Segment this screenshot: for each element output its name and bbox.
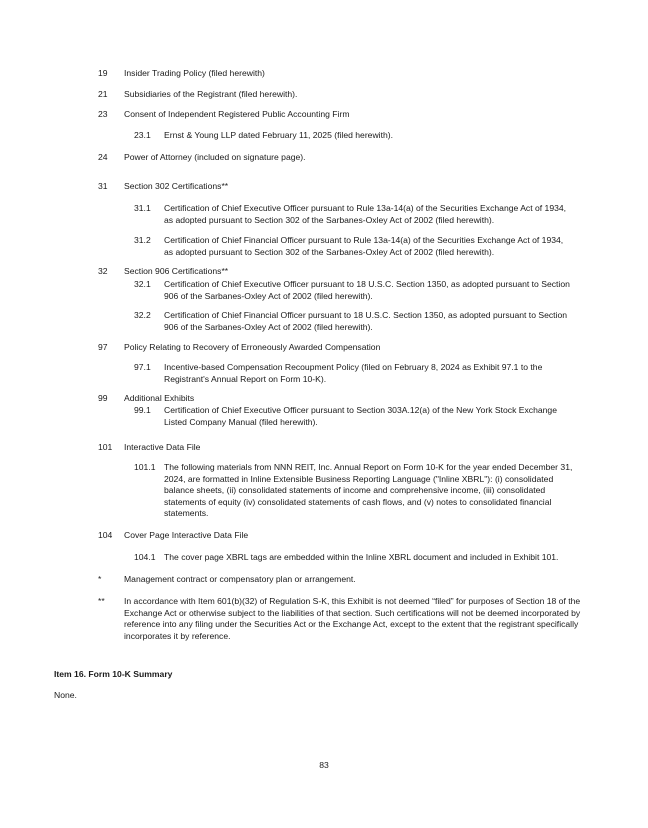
exhibit-description: Policy Relating to Recovery of Erroneously Awarded Compensation [124,342,381,352]
page-number: 83 [319,760,329,770]
exhibit-number: 31 [98,181,108,191]
exhibit-number: 97 [98,342,108,352]
exhibit-description: Power of Attorney (included on signature page). [124,152,306,162]
sub-exhibit-number: 99.1 [134,405,151,415]
sub-exhibit-description: Incentive-based Compensation Recoupment Policy (filed on February 8, 2024 as Exhibit 97.1 to the Registrant's Annual Report on Form 10-K). [164,362,543,384]
footnote-mark: ** [98,596,105,606]
section-body: None. [54,690,77,700]
sub-exhibit-description: The cover page XBRL tags are embedded within the Inline XBRL document and included in Exhibit 101. [164,552,559,562]
exhibit-description: Subsidiaries of the Registrant (filed herewith). [124,89,298,99]
sub-exhibit-number: 32.1 [134,279,151,289]
sub-exhibit-description: Ernst & Young LLP dated February 11, 2025 (filed herewith). [164,130,393,140]
exhibit-description: Section 302 Certifications** [124,181,229,191]
exhibit-description: Interactive Data File [124,442,201,452]
exhibit-number: 32 [98,266,108,276]
footnote-text: In accordance with Item 601(b)(32) of Regulation S-K, this Exhibit is not deemed “filed” for purposes of Section 18 of the Exchange Act or otherwise subject to the liabilities of that section. Such certifications will not be deemed incorporated by reference into any filing under the Securities Act or the Exchange Act, except to the extent that the registrant specifically incorporates it by reference. [124,596,581,641]
section-heading: Item 16. Form 10-K Summary [54,669,173,679]
exhibit-number: 21 [98,89,108,99]
sub-exhibit-number: 97.1 [134,362,151,372]
exhibit-number: 99 [98,393,108,403]
footnote-text: Management contract or compensatory plan or arrangement. [124,574,356,584]
exhibit-number: 23 [98,109,108,119]
exhibit-number: 19 [98,68,108,78]
exhibit-description: Consent of Independent Registered Public Accounting Firm [124,109,350,119]
exhibit-description: Section 906 Certifications** [124,266,229,276]
sub-exhibit-description: Certification of Chief Executive Officer pursuant to 18 U.S.C. Section 1350, as adopted pursuant to Section 906 of the Sarbanes-Oxley Act of 2002 (filed herewith). [164,279,570,301]
sub-exhibit-number: 31.1 [134,203,151,213]
exhibit-number: 104 [98,530,113,540]
exhibit-description: Cover Page Interactive Data File [124,530,249,540]
sub-exhibit-number: 31.2 [134,235,151,245]
footnote-mark: * [98,574,102,584]
sub-exhibit-number: 23.1 [134,130,151,140]
sub-exhibit-description: Certification of Chief Executive Officer pursuant to Section 303A.12(a) of the New York Stock Exchange Listed Company Manual (filed herewith). [164,405,557,427]
sub-exhibit-number: 104.1 [134,552,156,562]
sub-exhibit-number: 32.2 [134,310,151,320]
exhibit-description: Insider Trading Policy (filed herewith) [124,68,265,78]
sub-exhibit-description: Certification of Chief Executive Officer pursuant to Rule 13a-14(a) of the Securities Exchange Act of 1934, as adopted pursuant to Section 302 of the Sarbanes-Oxley Act of 2002 (filed herewith). [164,203,567,225]
exhibit-description: Additional Exhibits [124,393,195,403]
sub-exhibit-description: The following materials from NNN REIT, Inc. Annual Report on Form 10-K for the year ended December 31, 2024, are formatted in Inline Extensible Business Reporting Language ("Inline XBRL"): (i) consolidated balance sheets, (ii) consolidated statements of income and comprehensive income, (iii) consolidated statements of equity (iv) consolidated statements of cash flows, and (v) notes to consolidated financial statements. [164,462,573,518]
exhibit-number: 101 [98,442,113,452]
sub-exhibit-number: 101.1 [134,462,156,472]
exhibit-number: 24 [98,152,108,162]
sub-exhibit-description: Certification of Chief Financial Officer pursuant to 18 U.S.C. Section 1350, as adopted pursuant to Section 906 of the Sarbanes-Oxley Act of 2002 (filed herewith). [164,310,568,332]
sub-exhibit-description: Certification of Chief Financial Officer pursuant to Rule 13a-14(a) of the Securities Exchange Act of 1934, as adopted pursuant to Section 302 of the Sarbanes-Oxley Act of 2002 (filed herewith). [164,235,564,257]
